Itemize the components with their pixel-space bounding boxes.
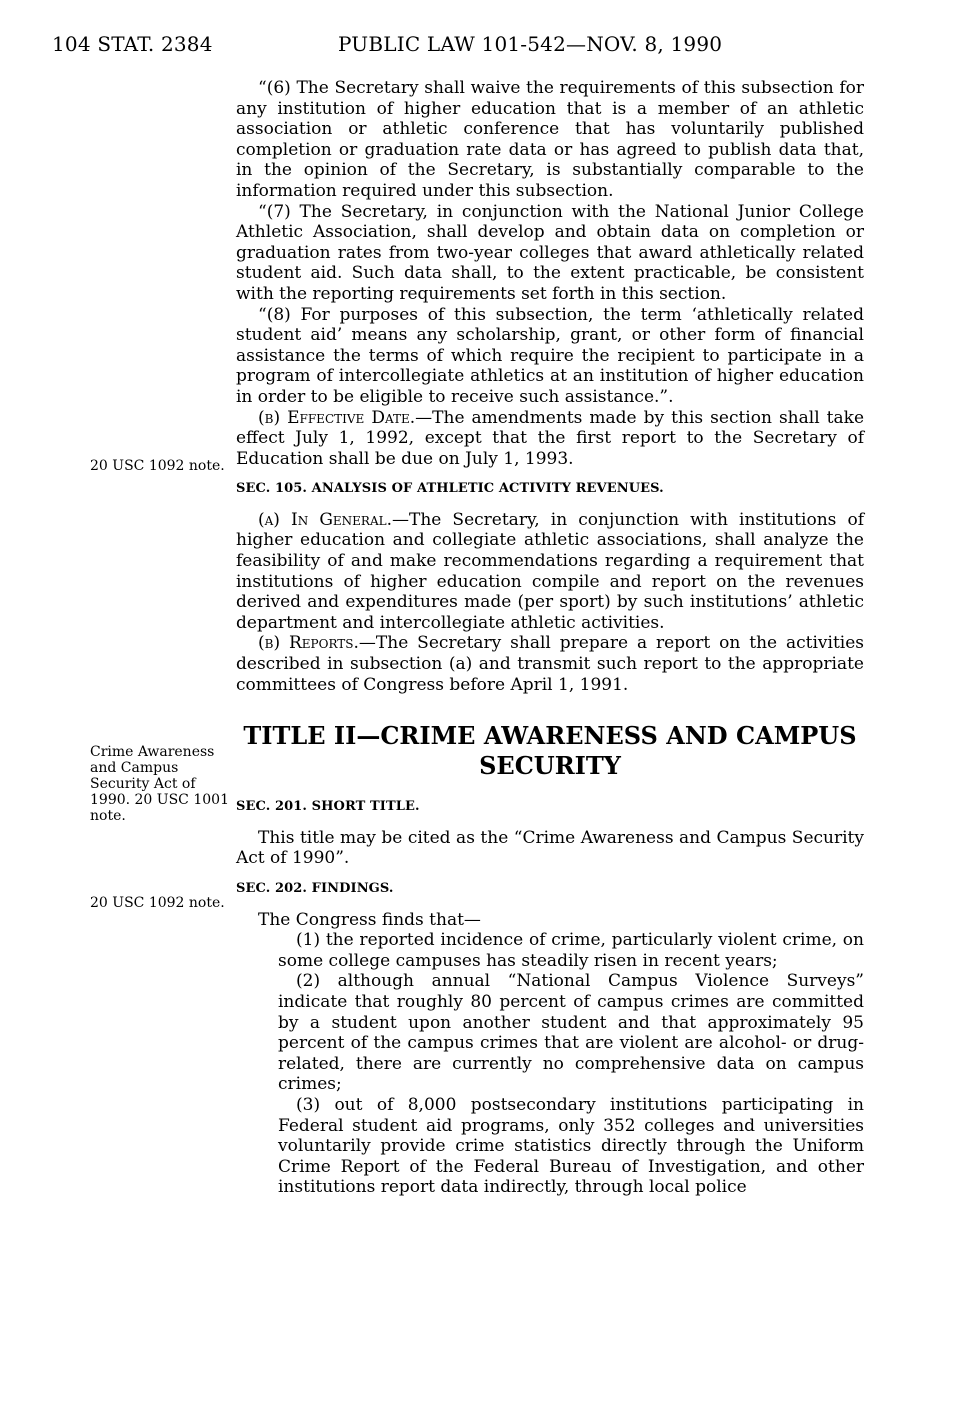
public-law-citation: PUBLIC LAW 101-542—NOV. 8, 1990 <box>338 32 723 56</box>
finding-1: (1) the reported incidence of crime, particularly violent crime, on some college campuses has steadily risen in recent years; <box>278 930 864 971</box>
findings-intro: The Congress finds that— <box>258 909 481 930</box>
effective-date-text: —The amendments made by this section shall take effect July 1, 1992, except that the first report to the Secretary of Education shall be due on July 1, 1993. <box>236 407 865 469</box>
effective-date-heading: (b) Effective Date. <box>258 407 416 428</box>
section-105-heading: SEC. 105. ANALYSIS OF ATHLETIC ACTIVITY REVENUES. <box>236 481 664 497</box>
reports-text: —The Secretary shall prepare a report on the activities described in subsection (a) and transmit such report to the appropriate committees of Congress before April 1, 1991. <box>236 633 864 695</box>
statute-page-number: 104 STAT. 2384 <box>52 32 213 56</box>
section-201-heading: SEC. 201. SHORT TITLE. <box>236 799 420 815</box>
paragraph-8: “(8) For purposes of this subsection, the term ‘athletically related student aid’ means any scholarship, grant, or other form of financial assistance the terms of which require the recipient to participate in a program of intercollegiate athletics at an institution of higher education in order to be eligible to receive such assistance.”. <box>236 304 864 407</box>
margin-note-usc-1092-findings: 20 USC 1092 note. <box>90 895 225 911</box>
title-ii-heading: TITLE II—CRIME AWARENESS AND CAMPUS SECURITY <box>243 721 857 781</box>
main-text <box>236 78 864 1198</box>
paragraph-6: “(6) The Secretary shall waive the requirements of this subsection for any institution of higher education that is a member of an athletic association or athletic conference that has voluntarily published completion or graduation rate data or has agreed to publish data that, in the opinion of the Secretary, is substantially comparable to the information required under this subsection. <box>236 78 864 201</box>
margin-note-usc-1092: 20 USC 1092 note. <box>90 458 225 474</box>
finding-2: (2) although annual “National Campus Violence Surveys” indicate that roughly 80 percent of campus crimes are committed by a student upon another student and that approximately 95 percent of the campus crimes that are violent are alcohol- or drug-related, there are currently no comprehensive data on campus crimes; <box>278 971 864 1095</box>
short-title-paragraph: This title may be cited as the “Crime Awareness and Campus Security Act of 1990”. <box>236 827 864 869</box>
in-general-text: —The Secretary, in conjunction with institutions of higher education and collegiate athletic associations, shall analyze the feasibility of and make recommendations regarding a requirement that institutions of higher education compile and report on the revenues derived and expenditures made (per sport) by such institutions’ athletic department and intercollegiate athletic activities. <box>236 509 864 633</box>
reports-paragraph <box>236 633 864 695</box>
effective-date-paragraph <box>236 408 864 470</box>
section-202-heading: SEC. 202. FINDINGS. <box>236 881 394 896</box>
page-header <box>52 32 897 62</box>
reports-heading: (b) Reports. <box>258 633 359 654</box>
in-general-paragraph <box>236 510 864 634</box>
paragraph-7: “(7) The Secretary, in conjunction with the National Junior College Athletic Association, shall develop and obtain data on completion or graduation rates from two-year colleges that award athletically related student aid. Such data shall, to the extent practicable, be consistent with the reporting requirements set forth in this section. <box>236 201 864 304</box>
in-general-heading: (a) In General. <box>258 509 392 530</box>
margin-note-short-title: Crime Awareness and Campus Security Act of 1990. 20 USC 1001 note. <box>90 744 229 824</box>
finding-3: (3) out of 8,000 postsecondary institutions participating in Federal student aid programs, only 352 colleges and universities voluntarily provide crime statistics directly through the Uniform Crime Report of the Federal Bureau of Investigation, and other institutions report data indirectly, through local police <box>278 1094 864 1198</box>
